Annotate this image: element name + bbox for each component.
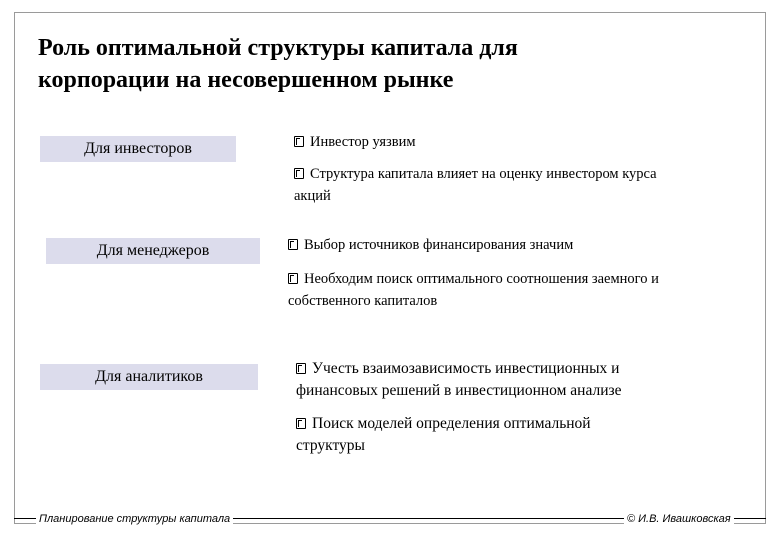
- slide-title: [38, 32, 738, 96]
- checkbox-bullet-icon: [296, 363, 306, 374]
- label-analysts: Для аналитиков: [40, 364, 258, 390]
- list-item: Необходим поиск оптимального соотношения заемного и собственного капиталов: [288, 271, 659, 309]
- checkbox-bullet-icon: [288, 239, 298, 250]
- checkbox-bullet-icon: [294, 168, 304, 179]
- footer-right-text: © И.В. Ивашковская: [624, 513, 734, 525]
- label-managers: Для менеджеров: [46, 238, 260, 264]
- list-item: Выбор источников финансирования значим: [288, 234, 573, 256]
- label-investors: Для инвесторов: [40, 136, 236, 162]
- title-line-2: корпорации на несовершенном рынке: [38, 67, 454, 93]
- list-item: Инвестор уязвим: [294, 131, 416, 153]
- checkbox-bullet-icon: [288, 273, 298, 284]
- list-item: Поиск моделей определения оптимальной структуры: [296, 415, 591, 454]
- checkbox-bullet-icon: [296, 418, 306, 429]
- checkbox-bullet-icon: [294, 136, 304, 147]
- list-item: Структура капитала влияет на оценку инвестором курса акций: [294, 166, 657, 204]
- list-item: Учесть взаимозависимость инвестиционных и финансовых решений в инвестиционном анализе: [296, 360, 622, 399]
- title-line-1: Роль оптимальной структуры капитала для: [38, 35, 518, 61]
- footer-left-text: Планирование структуры капитала: [36, 513, 233, 525]
